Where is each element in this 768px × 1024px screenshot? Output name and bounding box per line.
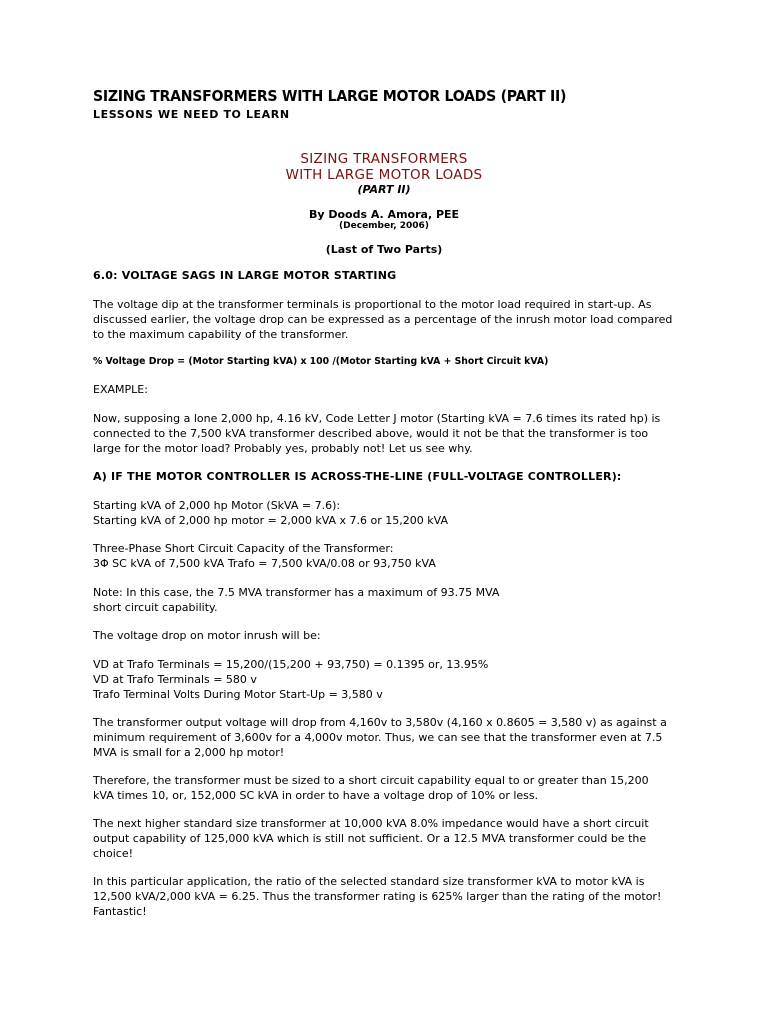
- text-line: connected to the 7,500 kVA transformer described above, would it not be that the transformer is too: [93, 426, 649, 440]
- text-line: MVA is small for a 2,000 hp motor!: [93, 745, 285, 759]
- text-line: Trafo Terminal Volts During Motor Start-Up = 3,580 v: [93, 687, 383, 701]
- therefore-paragraph: [93, 774, 683, 804]
- case-heading: A) IF THE MOTOR CONTROLLER IS ACROSS-THE-LINE (FULL-VOLTAGE CONTROLLER):: [93, 470, 622, 483]
- text-line: VD at Trafo Terminals = 580 v: [93, 672, 257, 686]
- text-line: discussed earlier, the voltage drop can be expressed as a percentage of the inrush motor load compared: [93, 312, 673, 326]
- example-paragraph: [93, 412, 683, 456]
- text-line: 12,500 kVA/2,000 kVA = 6.25. Thus the transformer rating is 625% larger than the rating of the motor!: [93, 889, 662, 903]
- text-line: Fantastic!: [93, 904, 147, 918]
- intro-paragraph: [93, 298, 683, 342]
- text-line: to the maximum capability of the transformer.: [93, 327, 349, 341]
- text-line: In this particular application, the ratio of the selected standard size transformer kVA to motor kVA is: [93, 875, 645, 888]
- article-part-label: (PART II): [357, 183, 411, 196]
- text-line: output capability of 125,000 kVA which is still not sufficient. Or a 12.5 MVA transformer could be the: [93, 831, 647, 845]
- page-subtitle: LESSONS WE NEED TO LEARN: [93, 108, 290, 121]
- text-line: The next higher standard size transformer at 10,000 kVA 8.0% impedance would have a short circuit: [93, 817, 649, 830]
- voltage-drop-results: [93, 658, 683, 702]
- text-line: The transformer output voltage will drop from 4,160v to 3,580v (4,160 x 0.8605 = 3,580 v) as against a: [93, 716, 667, 729]
- text-line: minimum requirement of 3,600v for a 4,000v motor. Thus, we can see that the transformer even at 7.5: [93, 730, 663, 744]
- ratio-paragraph: [93, 875, 683, 919]
- inrush-intro: The voltage drop on motor inrush will be:: [93, 629, 321, 642]
- voltage-drop-formula: % Voltage Drop = (Motor Starting kVA) x 100 /(Motor Starting kVA + Short Circuit kVA): [93, 356, 549, 367]
- text-line: kVA times 10, or, 152,000 SC kVA in order to have a voltage drop of 10% or less.: [93, 788, 539, 802]
- text-line: Starting kVA of 2,000 hp motor = 2,000 kVA x 7.6 or 15,200 kVA: [93, 513, 448, 527]
- next-size-paragraph: [93, 817, 683, 861]
- short-circuit-block: [93, 542, 683, 572]
- series-label: (Last of Two Parts): [325, 243, 443, 256]
- article-byline: By Doods A. Amora, PEE: [308, 208, 460, 221]
- article-title-line-1: SIZING TRANSFORMERS: [300, 151, 468, 167]
- text-line: Starting kVA of 2,000 hp Motor (SkVA = 7.6):: [93, 499, 341, 512]
- note-block: [93, 586, 683, 616]
- starting-kva-block: [93, 499, 683, 529]
- text-line: The voltage dip at the transformer terminals is proportional to the motor load required in start-up. As: [93, 298, 652, 311]
- text-line: Note: In this case, the 7.5 MVA transformer has a maximum of 93.75 MVA: [93, 586, 500, 599]
- page-title: SIZING TRANSFORMERS WITH LARGE MOTOR LOADS (PART II): [93, 87, 567, 105]
- output-voltage-paragraph: [93, 716, 683, 760]
- article-date: (December, 2006): [339, 221, 429, 231]
- text-line: Now, supposing a lone 2,000 hp, 4.16 kV, Code Letter J motor (Starting kVA = 7.6 times its rated hp) is: [93, 412, 661, 425]
- section-heading: 6.0: VOLTAGE SAGS IN LARGE MOTOR STARTING: [93, 269, 397, 282]
- example-label: EXAMPLE:: [93, 383, 148, 396]
- text-line: choice!: [93, 846, 134, 860]
- text-line: Three-Phase Short Circuit Capacity of the Transformer:: [93, 542, 394, 555]
- text-line: large for the motor load? Probably yes, probably not! Let us see why.: [93, 441, 473, 455]
- text-line: 3Φ SC kVA of 7,500 kVA Trafo = 7,500 kVA/0.08 or 93,750 kVA: [93, 556, 436, 570]
- text-line: Therefore, the transformer must be sized to a short circuit capability equal to or greater than 15,200: [93, 774, 649, 787]
- text-line: VD at Trafo Terminals = 15,200/(15,200 + 93,750) = 0.1395 or, 13.95%: [93, 658, 489, 671]
- article-title-line-2: WITH LARGE MOTOR LOADS: [285, 167, 483, 183]
- text-line: short circuit capability.: [93, 600, 218, 614]
